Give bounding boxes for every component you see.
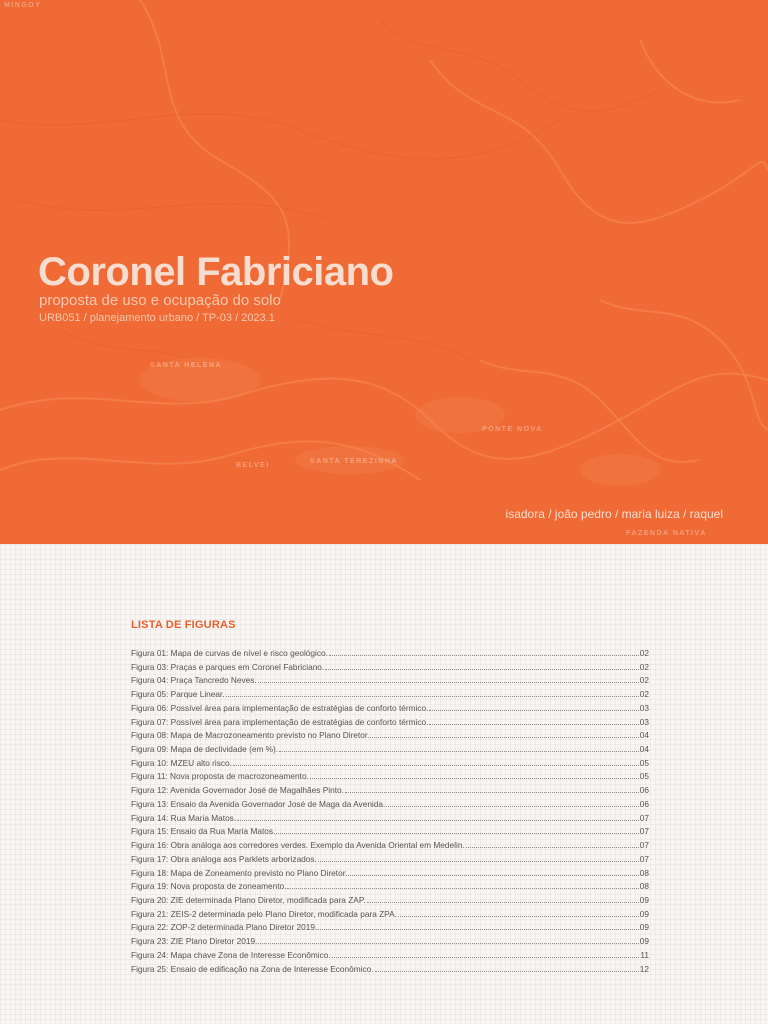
- figure-list-item[interactable]: [131, 922, 649, 936]
- dot-leader: [325, 662, 639, 670]
- authors: isadora / joão pedro / maria luiza / raquel: [505, 507, 723, 521]
- dot-leader: [233, 758, 639, 766]
- dot-leader: [237, 813, 639, 821]
- page-number: 07: [639, 853, 649, 864]
- figure-list-item[interactable]: [131, 717, 649, 731]
- dot-leader: [348, 868, 638, 876]
- figure-list-item[interactable]: [131, 950, 649, 964]
- figure-list-item[interactable]: [131, 771, 649, 785]
- figure-list-item[interactable]: [131, 909, 649, 923]
- figure-list-item[interactable]: [131, 662, 649, 676]
- dot-leader: [466, 840, 639, 848]
- map-label: MINGOY: [4, 2, 42, 9]
- figure-caption: Figura 15: Ensaio da Rua Maria Matos.: [131, 826, 276, 837]
- figure-list-item[interactable]: [131, 785, 649, 799]
- dot-leader: [370, 730, 638, 738]
- page-number: 02: [639, 675, 649, 686]
- page-number: 12: [639, 963, 649, 974]
- figure-list-item[interactable]: [131, 881, 649, 895]
- page-number: 04: [639, 744, 649, 755]
- figure-list-page: [0, 544, 768, 1024]
- map-label: FAZENDA NATIVA: [626, 530, 707, 537]
- page-number: 07: [639, 812, 649, 823]
- figure-caption: Figura 18: Mapa de Zoneamento previsto no Plano Diretor.: [131, 867, 348, 878]
- figure-list-item[interactable]: [131, 895, 649, 909]
- figure-list-item[interactable]: [131, 703, 649, 717]
- figure-caption: Figura 24: Mapa chave Zona de Interesse Econômico.: [131, 949, 331, 960]
- figure-list-item[interactable]: [131, 840, 649, 854]
- figure-caption: Figura 22: ZOP-2 determinada Plano Diretor 2019.: [131, 922, 318, 933]
- figure-caption: Figura 19: Nova proposta de zoneamento.: [131, 881, 287, 892]
- dot-leader: [345, 785, 639, 793]
- figure-caption: Figura 23: ZIE Plano Diretor 2019.: [131, 936, 258, 947]
- figure-caption: Figura 20: ZIE determinada Plano Diretor, modificada para ZAP.: [131, 894, 366, 905]
- dot-leader: [258, 936, 638, 944]
- dot-leader: [375, 964, 639, 972]
- dot-leader: [258, 675, 639, 683]
- page-number: 05: [639, 771, 649, 782]
- page-number: 06: [639, 785, 649, 796]
- page-number: 03: [639, 716, 649, 727]
- page-number: 09: [639, 922, 649, 933]
- dot-leader: [386, 799, 638, 807]
- figure-list-item[interactable]: [131, 964, 649, 978]
- figure-list-item[interactable]: [131, 868, 649, 882]
- page-number: 08: [639, 881, 649, 892]
- figure-caption: Figura 16: Obra análoga aos corredores verdes. Exemplo da Avenida Oriental em Medelin.: [131, 840, 465, 851]
- figure-list-item[interactable]: [131, 744, 649, 758]
- dot-leader: [287, 881, 638, 889]
- figure-list-item[interactable]: [131, 758, 649, 772]
- dot-leader: [429, 717, 638, 725]
- figure-caption: Figura 01: Mapa de curvas de nível e risco geológico.: [131, 648, 328, 658]
- dot-leader: [329, 648, 639, 656]
- figure-list-heading: LISTA DE FIGURAS: [131, 619, 236, 631]
- figure-caption: Figura 21: ZEIS-2 determinada pelo Plano Diretor, modificada para ZPA.: [131, 908, 397, 919]
- page-number: 09: [639, 894, 649, 905]
- dot-leader: [318, 922, 638, 930]
- figure-caption: Figura 07: Possível área para implementação de estratégias de conforto térmico.: [131, 716, 429, 727]
- document-title: Coronel Fabriciano: [38, 250, 394, 294]
- page-number: 09: [639, 908, 649, 919]
- page-number: 03: [639, 702, 649, 713]
- figure-caption: Figura 25: Ensaio de edificação na Zona de Interesse Econômico.: [131, 963, 374, 974]
- figure-list-item[interactable]: [131, 730, 649, 744]
- figure-caption: Figura 17: Obra análoga aos Parklets arborizados.: [131, 853, 317, 864]
- figure-list-item[interactable]: [131, 799, 649, 813]
- page-number: 02: [639, 648, 649, 658]
- document-subtitle: proposta de uso e ocupação do solo: [39, 292, 281, 309]
- dot-leader: [398, 909, 639, 917]
- page-number: 05: [639, 757, 649, 768]
- figure-list: [131, 648, 649, 977]
- figure-caption: Figura 03: Praças e parques em Coronel Fabriciano.: [131, 661, 325, 672]
- map-label: PONTE NOVA: [482, 426, 543, 433]
- course-info: URB051 / planejamento urbano / TP-03 / 2023.1: [39, 312, 275, 324]
- figure-caption: Figura 11: Nova proposta de macrozoneamento.: [131, 771, 309, 782]
- page-number: 02: [639, 689, 649, 700]
- dot-leader: [279, 744, 639, 752]
- page-number: 09: [639, 936, 649, 947]
- page-number: 06: [639, 798, 649, 809]
- figure-caption: Figura 13: Ensaio da Avenida Governador José de Maga da Avenida.: [131, 798, 386, 809]
- map-label: SANTA HELENA: [150, 362, 223, 369]
- page-number: 11: [640, 949, 649, 960]
- figure-list-item[interactable]: [131, 826, 649, 840]
- figure-caption: Figura 05: Parque Linear.: [131, 689, 225, 700]
- page-number: 07: [639, 826, 649, 837]
- map-label: SANTA TEREZINHA: [310, 458, 398, 465]
- dot-leader: [318, 854, 639, 862]
- figure-caption: Figura 06: Possível área para implementação de estratégias de conforto térmico.: [131, 702, 429, 713]
- figure-caption: Figura 09: Mapa de declividade (em %).: [131, 744, 279, 755]
- page-number: 08: [639, 867, 649, 878]
- figure-caption: Figura 12: Avenida Governador José de Magalhães Pinto.: [131, 785, 344, 796]
- figure-caption: Figura 10: MZEU alto risco.: [131, 757, 232, 768]
- page-number: 04: [639, 730, 649, 741]
- figure-list-item[interactable]: [131, 854, 649, 868]
- dot-leader: [276, 826, 638, 834]
- figure-caption: Figura 08: Mapa de Macrozoneamento previsto no Plano Diretor.: [131, 730, 370, 741]
- figure-list-item[interactable]: [131, 675, 649, 689]
- figure-list-item[interactable]: [131, 689, 649, 703]
- figure-caption: Figura 14: Rua Maria Matos.: [131, 812, 237, 823]
- dot-leader: [310, 771, 639, 779]
- dot-leader: [226, 689, 639, 697]
- figure-list-item[interactable]: [131, 648, 649, 662]
- page-number: 07: [639, 840, 649, 851]
- dot-leader: [429, 703, 638, 711]
- dot-leader: [367, 895, 639, 903]
- dot-leader: [332, 950, 640, 958]
- map-label: BELVEI: [236, 462, 270, 469]
- figure-list-item[interactable]: [131, 936, 649, 950]
- figure-list-item[interactable]: [131, 813, 649, 827]
- figure-caption: Figura 04: Praça Tancredo Neves.: [131, 675, 257, 686]
- page-number: 02: [639, 661, 649, 672]
